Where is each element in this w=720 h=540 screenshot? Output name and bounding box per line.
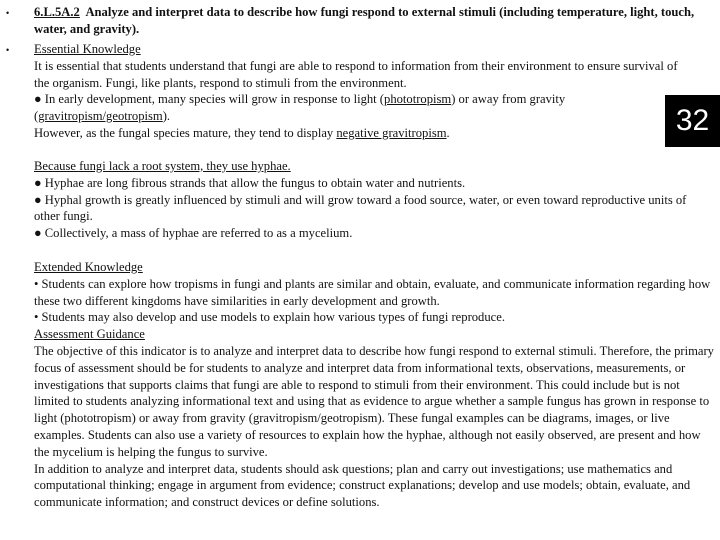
hyphae-bullet: ● Hyphal growth is greatly influenced by stimuli and will grow toward a food source, water, or even toward reproductive units of other fungi. (34, 192, 687, 224)
bullet-marker: • (6, 8, 10, 18)
assessment-paragraph: In addition to analyze and interpret data, students should ask questions; plan and carry out investigations; use mathematics and computational thinking; engage in argument from evidence; construct explanations; develop and use models; obtain, evaluate, and communicate information; and construct devices or define solutions. (34, 461, 691, 510)
negative-gravitropism-term: negative gravitropism (336, 125, 447, 140)
hyphae-bullet: ● Hyphae are long fibrous strands that allow the fungus to obtain water and nutrients. (34, 175, 466, 190)
assessment-heading: Assessment Guidance (34, 327, 145, 342)
hyphae-heading: Because fungi lack a root system, they use hyphae. (34, 159, 291, 173)
standard-text: Analyze and interpret data to describe how fungi respond to external stimuli (including temperature, light, touch, water, and gravity). (34, 5, 695, 36)
extended-bullet: • Students may also develop and use models to explain how various types of fungi reproduce. (34, 310, 505, 325)
assessment-paragraph: The objective of this indicator is to analyze and interpret data to describe how fungi respond to external stimuli. Therefore, the primary focus of assessment should be for students to analyze and interpret data from informational texts, observations, measurements, or investigations that supports claims that fungi are able to respond to stimuli from their environment. This could include but is not limited to students analyzing informational text and using that as evidence to argue whether a sample fungus has grown in response to light (phototropism) or away from gravity (gravitropism/geotropism). These fungal examples can be diagrams, images, or live examples. Students can also use a variety of resources to explain how the hyphae, although not easily observed, are present and how the mycelium is helping the fungus to survive. (34, 343, 714, 459)
phototropism-term: phototropism (384, 92, 452, 107)
essential-line-phototropism: ● In early development, many species will grow in response to light (phototropism) or away from gravity (gravitropism/geotropism). (34, 92, 566, 124)
hyphae-section (34, 158, 694, 242)
slide-number-badge: 32 (665, 95, 720, 147)
extended-heading: Extended Knowledge (34, 260, 143, 274)
essential-paragraph: It is essential that students understand that fungi are able to respond to information from their environment to ensure survival of the organism. Fungi, like plants, respond to stimuli from the environment. (34, 58, 678, 90)
bullet-marker: • (6, 45, 10, 55)
gravitropism-term: gravitropism/geotropism (38, 109, 163, 124)
essential-heading: Essential Knowledge (34, 42, 141, 56)
extended-assessment-section (34, 259, 716, 511)
essential-knowledge (34, 41, 689, 142)
essential-line-negative: However, as the fungal species mature, they tend to display negative gravitropism. (34, 125, 450, 140)
extended-bullet: • Students can explore how tropisms in fungi and plants are similar and obtain, evaluate, and communicate information regarding how these two different kingdoms have similarities in early development and growth. (34, 276, 711, 308)
hyphae-bullet: ● Collectively, a mass of hyphae are referred to as a mycelium. (34, 226, 353, 241)
standard-code: 6.L.5A.2 (34, 5, 80, 19)
standard-statement (34, 4, 720, 38)
